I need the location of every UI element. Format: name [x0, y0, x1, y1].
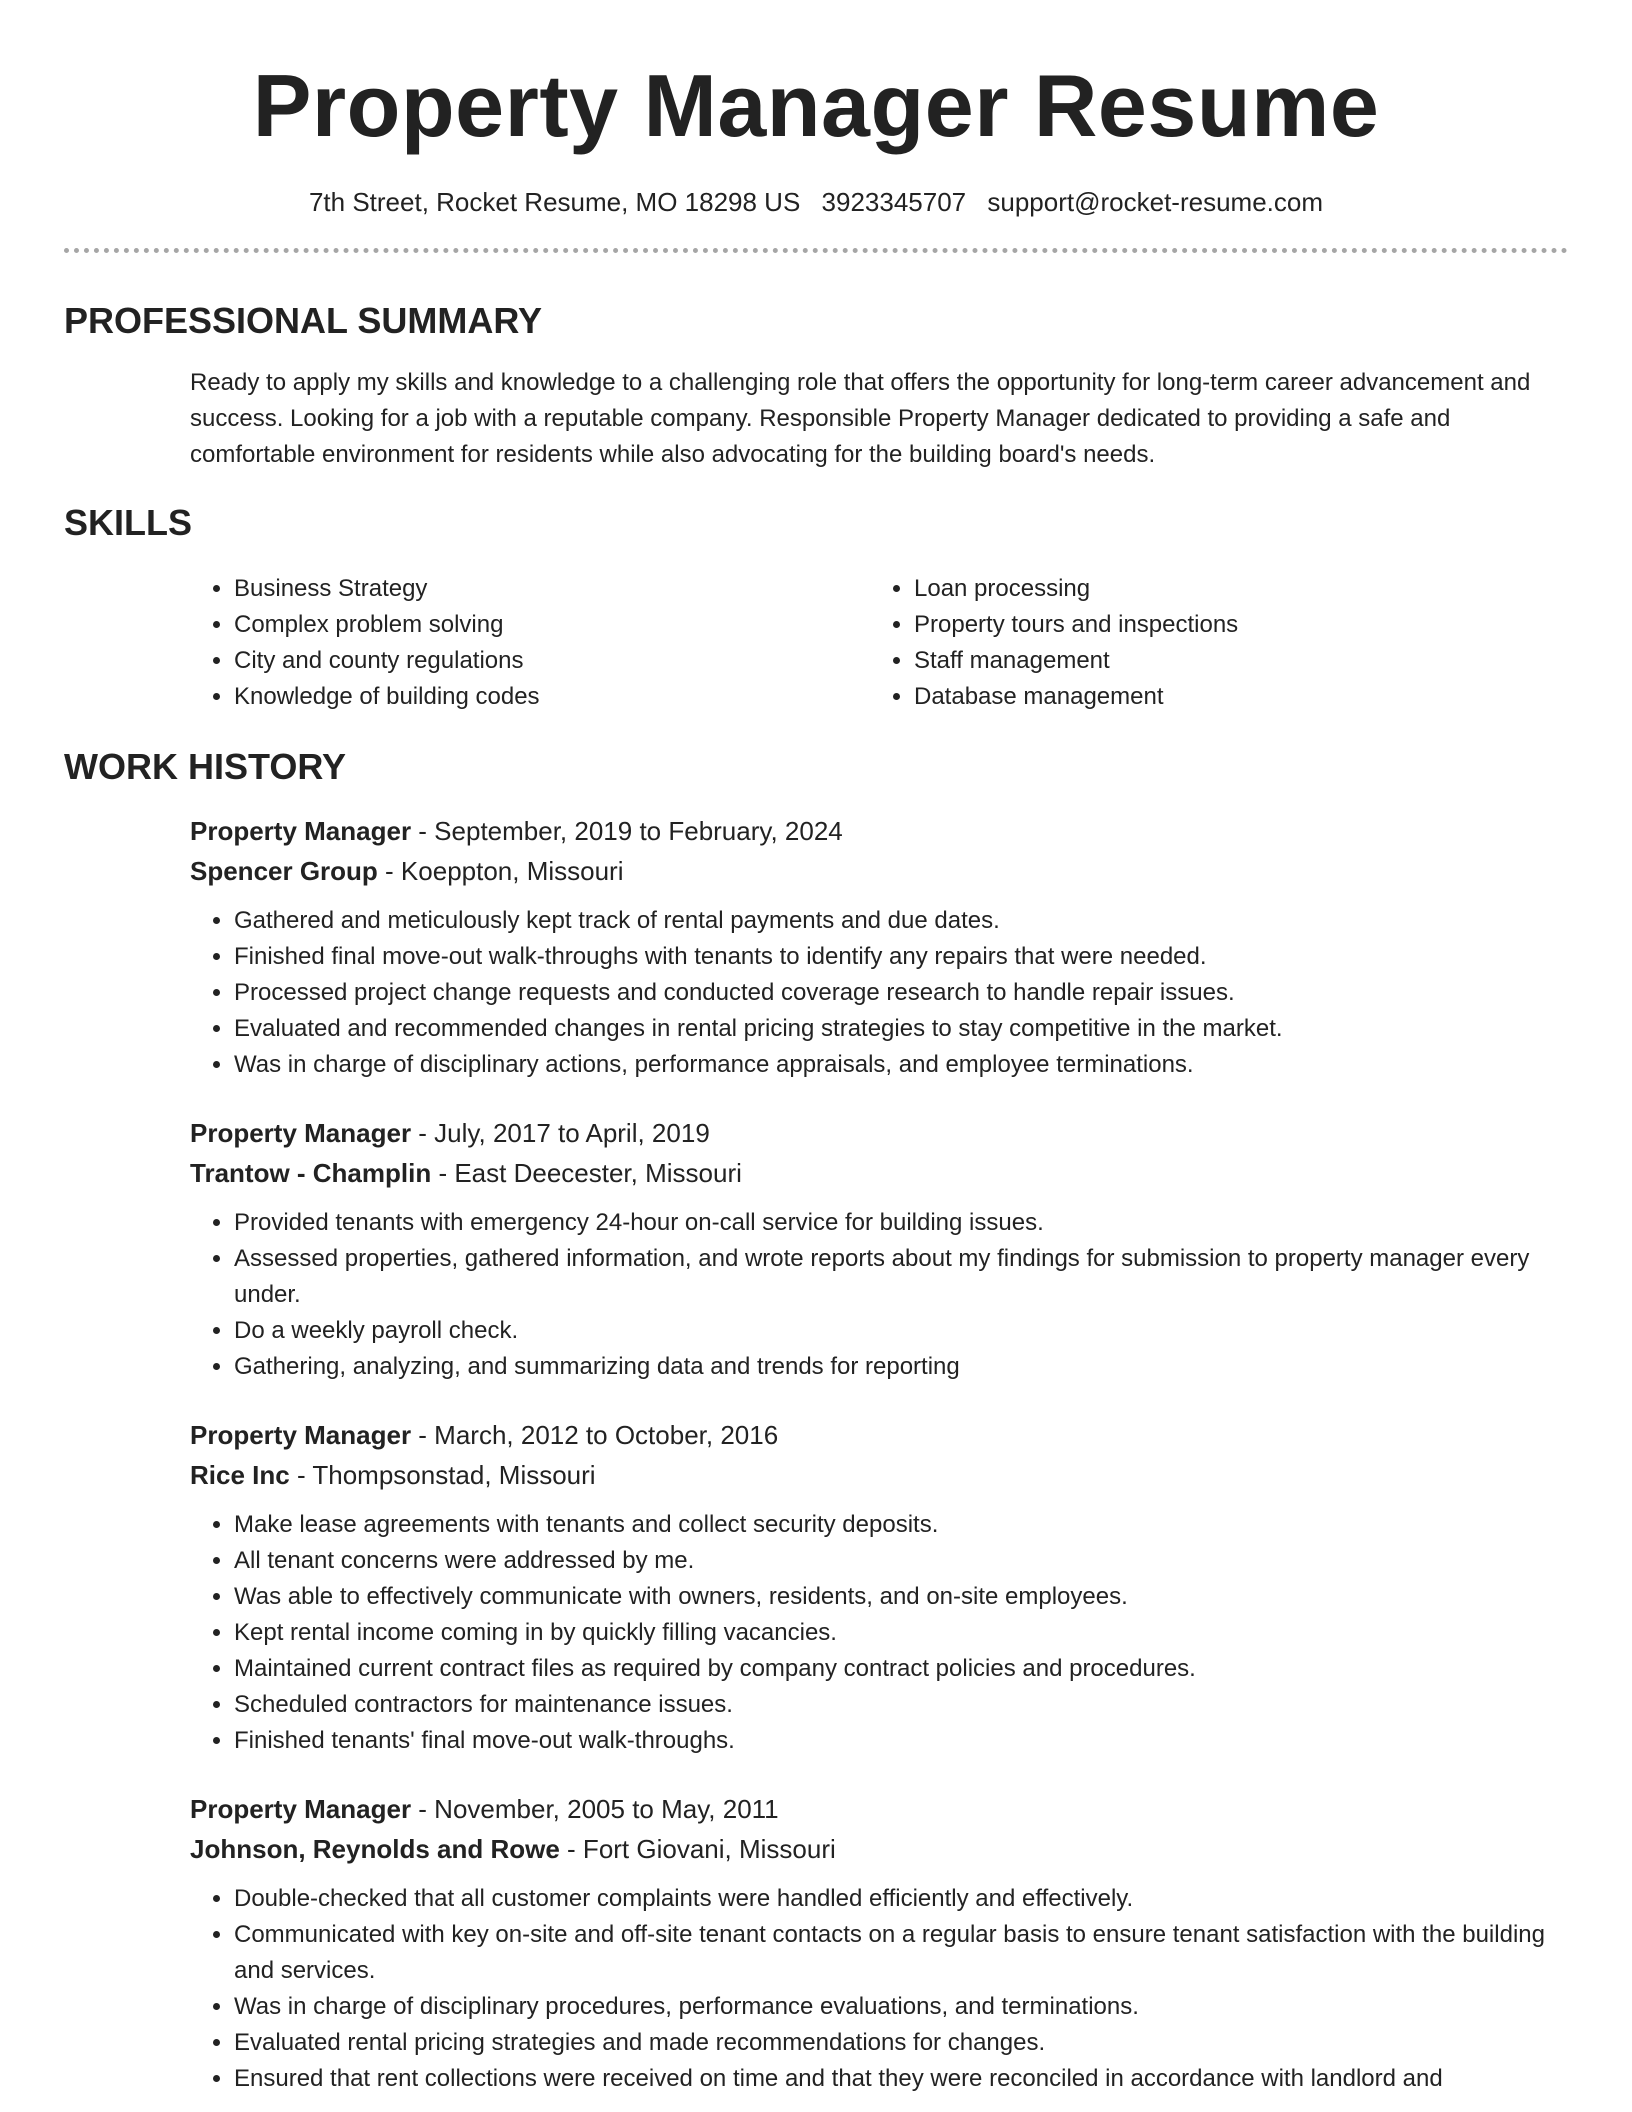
work-history-heading: WORK HISTORY — [64, 746, 347, 787]
job-company-line — [190, 1153, 1568, 1193]
duty-item: • Processed project change requests and conducted coverage research to handle repair issues. — [234, 975, 1568, 1011]
job-duties — [190, 1205, 1568, 1385]
job-title: Property Manager — [190, 816, 412, 846]
summary-text: Ready to apply my skills and knowledge to a challenging role that offers the opportunity for long-term career advancement and success. Looking for a job with a reputable company. Responsible Property Manager dedicated to providing a safe and comfortable environment for residents while also advocating for the building board's needs. — [190, 369, 1531, 468]
page-title: Property Manager Resume — [252, 56, 1380, 155]
skill-item: • Knowledge of building codes — [234, 679, 870, 715]
skill-item: • City and county regulations — [234, 643, 870, 679]
job-location: - Koeppton, Missouri — [377, 856, 624, 886]
duty-item: • Was in charge of disciplinary actions, performance appraisals, and employee terminations. — [234, 1047, 1568, 1083]
duty-item: • Evaluated and recommended changes in rental pricing strategies to stay competitive in the market. — [234, 1011, 1568, 1047]
summary-heading: PROFESSIONAL SUMMARY — [64, 300, 543, 341]
skill-item: • Staff management — [914, 643, 1238, 679]
skills-list — [190, 571, 1568, 715]
duty-item: • Ensured that rent collections were received on time and that they were reconciled in accordance with landlord and — [234, 2061, 1568, 2097]
job-title: Property Manager — [190, 1420, 412, 1450]
duty-item: • Evaluated rental pricing strategies and made recommendations for changes. — [234, 2025, 1568, 2061]
job-entry — [190, 1415, 1568, 1759]
job-entry — [190, 811, 1568, 1083]
job-title-line — [190, 1415, 1568, 1455]
job-location: - Thompsonstad, Missouri — [289, 1460, 596, 1490]
duty-item: • Kept rental income coming in by quickly filling vacancies. — [234, 1615, 1568, 1651]
duty-item: • Finished tenants' final move-out walk-throughs. — [234, 1723, 1568, 1759]
duty-item: • Scheduled contractors for maintenance issues. — [234, 1687, 1568, 1723]
duty-item: • Maintained current contract files as required by company contract policies and procedures. — [234, 1651, 1568, 1687]
job-location: - East Deecester, Missouri — [431, 1158, 742, 1188]
duty-item: • Finished final move-out walk-throughs with tenants to identify any repairs that were needed. — [234, 939, 1568, 975]
resume-page — [64, 0, 1568, 2097]
job-title-line — [190, 1113, 1568, 1153]
duty-item: • Assessed properties, gathered information, and wrote reports about my findings for submission to property manager every under. — [234, 1241, 1568, 1313]
job-company-line — [190, 1829, 1568, 1869]
duty-item: • Was able to effectively communicate with owners, residents, and on-site employees. — [234, 1579, 1568, 1615]
job-dates: - March, 2012 to October, 2016 — [411, 1420, 779, 1450]
job-title-line — [190, 1789, 1568, 1829]
duty-item: • Gathering, analyzing, and summarizing data and trends for reporting — [234, 1349, 1568, 1385]
contact-phone: 3923345707 — [821, 187, 967, 217]
skills-column-left — [190, 571, 870, 715]
duty-item: • Communicated with key on-site and off-site tenant contacts on a regular basis to ensure tenant satisfaction with the building and services. — [234, 1917, 1568, 1989]
job-company-line — [190, 1455, 1568, 1495]
skill-item: • Database management — [914, 679, 1238, 715]
job-dates: - September, 2019 to February, 2024 — [411, 816, 843, 846]
skill-item: • Complex problem solving — [234, 607, 870, 643]
skill-item: • Property tours and inspections — [914, 607, 1238, 643]
job-location: - Fort Giovani, Missouri — [559, 1834, 836, 1864]
job-company: Trantow - Champlin — [190, 1158, 432, 1188]
contact-line — [64, 186, 1568, 218]
job-company: Johnson, Reynolds and Rowe — [190, 1834, 560, 1864]
job-duties — [190, 903, 1568, 1083]
job-company: Spencer Group — [190, 856, 378, 886]
job-entry — [190, 1113, 1568, 1385]
skills-heading: SKILLS — [64, 502, 193, 543]
duty-item: • Was in charge of disciplinary procedures, performance evaluations, and terminations. — [234, 1989, 1568, 2025]
job-duties — [190, 1881, 1568, 2097]
duty-item: • All tenant concerns were addressed by me. — [234, 1543, 1568, 1579]
header-divider — [64, 248, 1568, 253]
job-duties — [190, 1507, 1568, 1759]
contact-address: 7th Street, Rocket Resume, MO 18298 US — [308, 187, 801, 217]
duty-item: • Double-checked that all customer complaints were handled efficiently and effectively. — [234, 1881, 1568, 1917]
job-dates: - November, 2005 to May, 2011 — [411, 1794, 779, 1824]
job-title-line — [190, 811, 1568, 851]
job-company: Rice Inc — [190, 1460, 290, 1490]
skill-item: • Business Strategy — [234, 571, 870, 607]
skills-column-right — [870, 571, 1238, 715]
skill-item: • Loan processing — [914, 571, 1238, 607]
duty-item: • Gathered and meticulously kept track of rental payments and due dates. — [234, 903, 1568, 939]
job-title: Property Manager — [190, 1794, 412, 1824]
job-company-line — [190, 851, 1568, 891]
job-title: Property Manager — [190, 1118, 412, 1148]
job-dates: - July, 2017 to April, 2019 — [411, 1118, 710, 1148]
job-entry — [190, 1789, 1568, 2097]
contact-email: support@rocket-resume.com — [987, 187, 1324, 217]
duty-item: • Provided tenants with emergency 24-hour on-call service for building issues. — [234, 1205, 1568, 1241]
duty-item: • Do a weekly payroll check. — [234, 1313, 1568, 1349]
duty-item: • Make lease agreements with tenants and collect security deposits. — [234, 1507, 1568, 1543]
